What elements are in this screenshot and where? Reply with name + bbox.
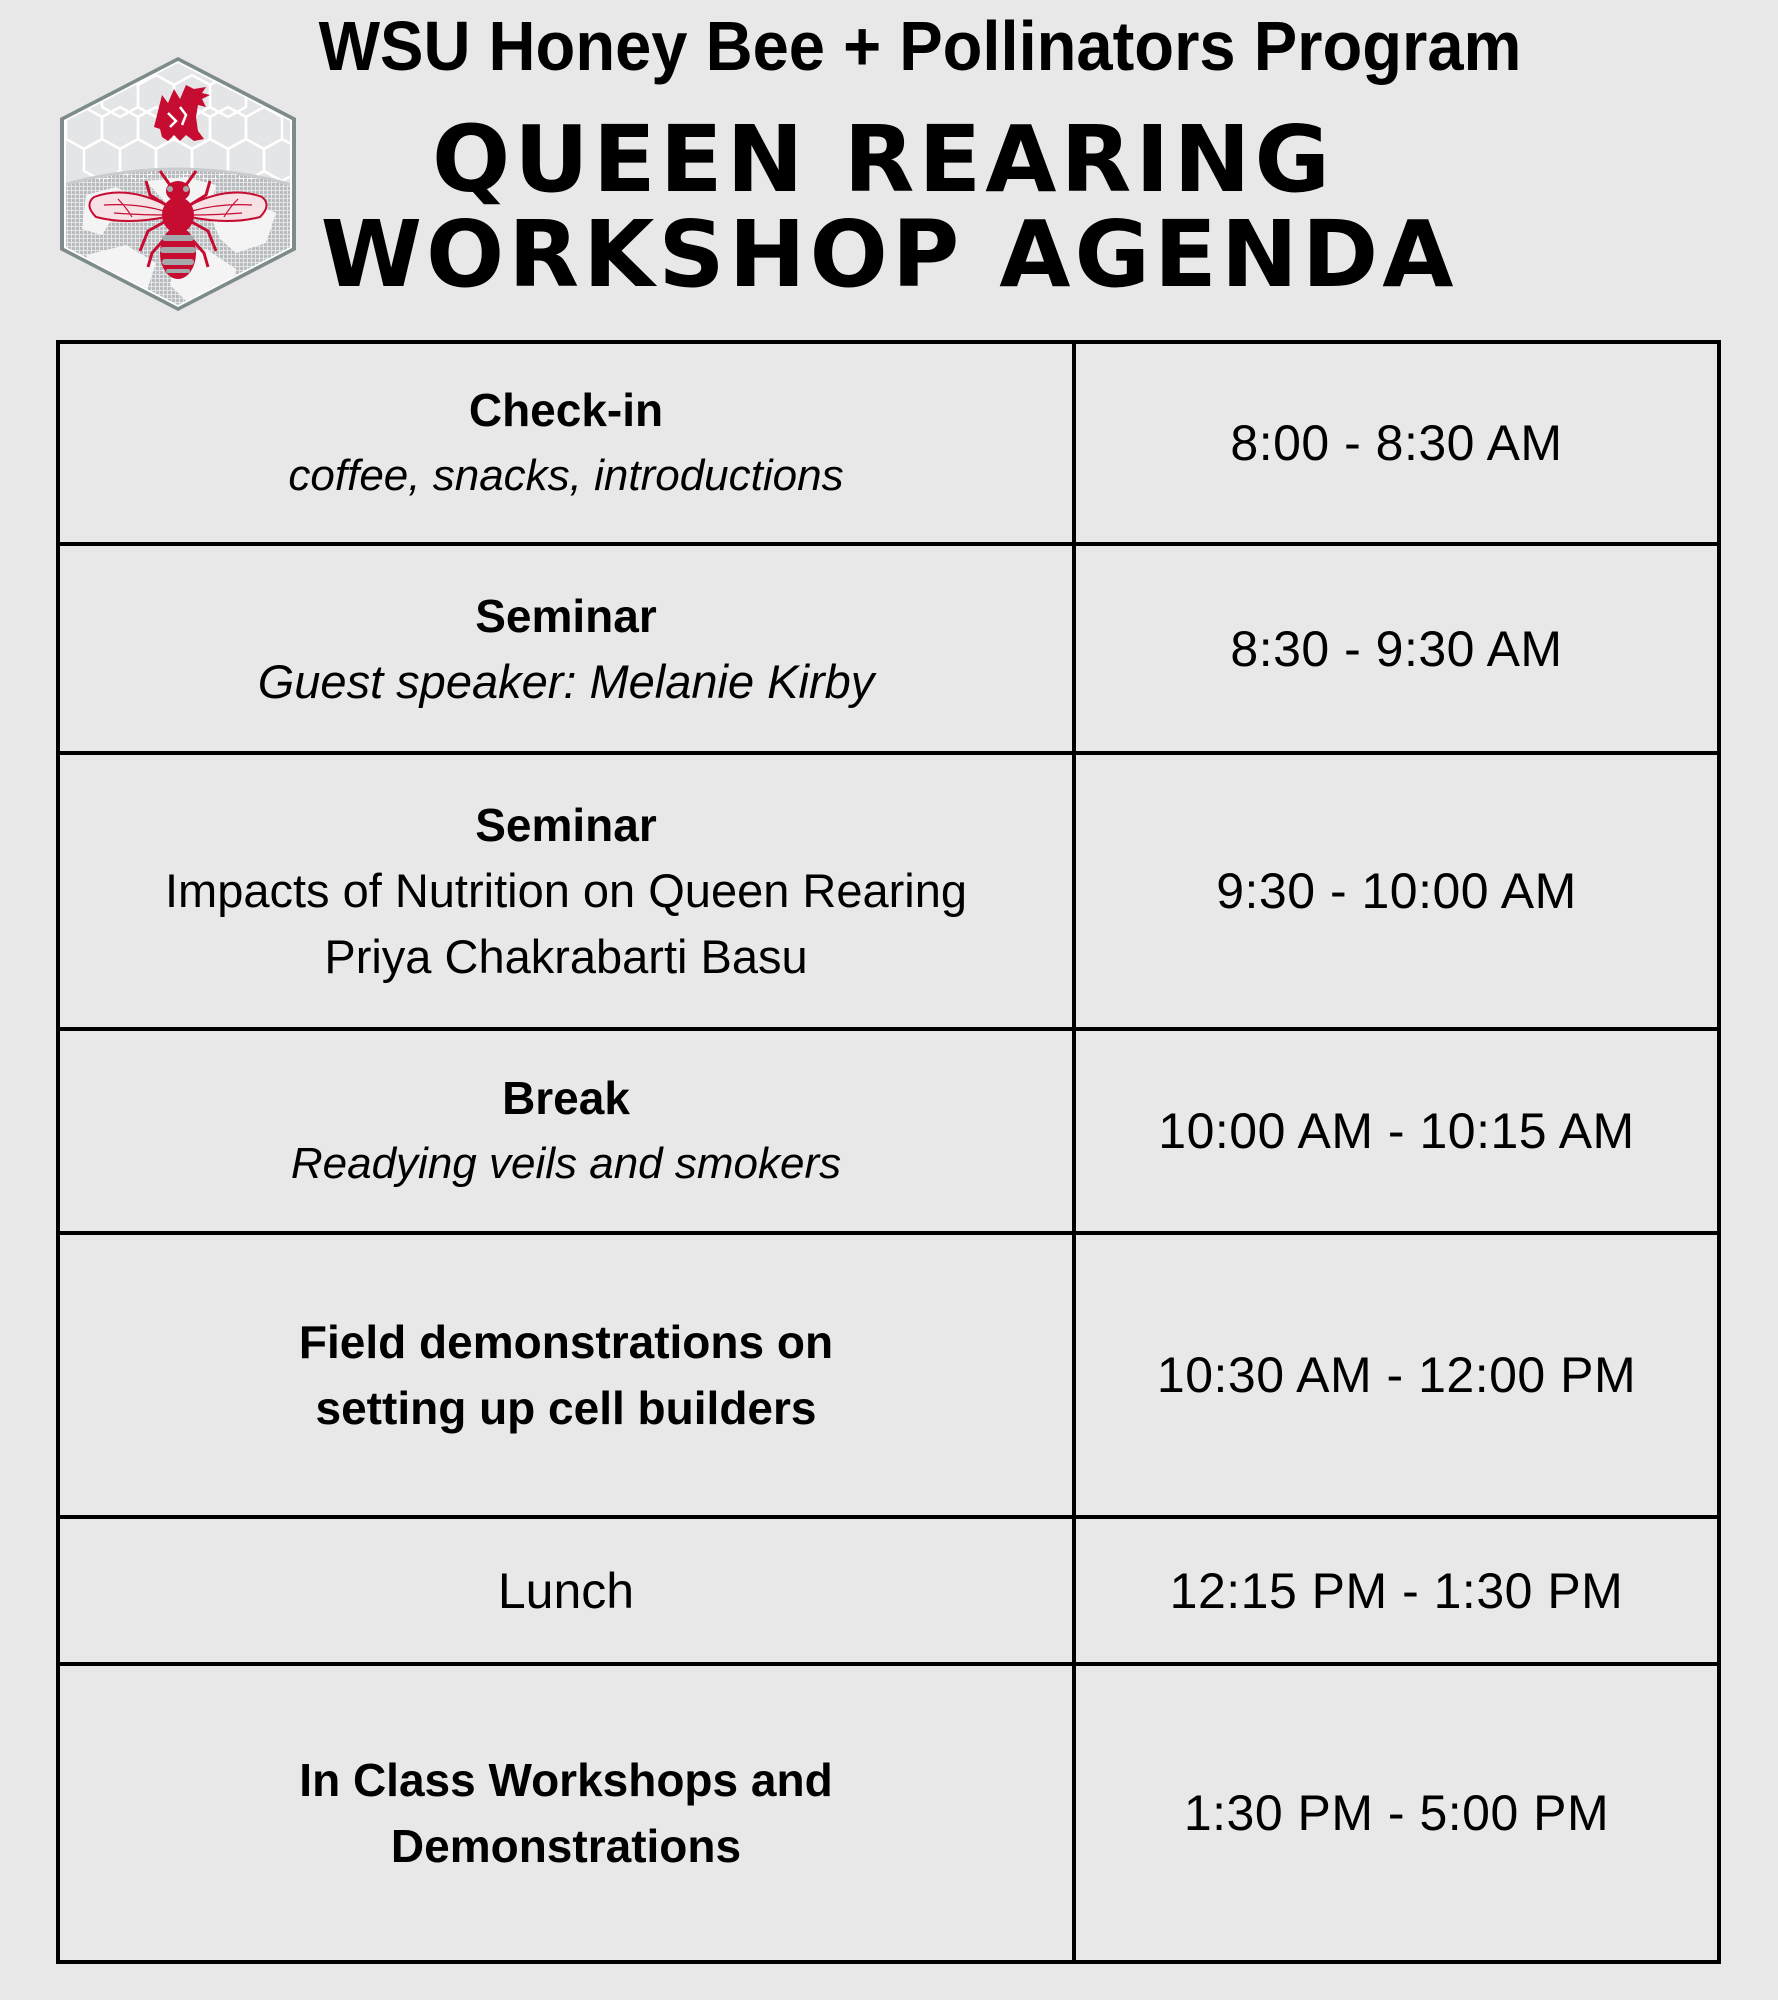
activity-title: Field demonstrations on	[298, 1316, 834, 1368]
agenda-title-line-1: QUEEN REARING	[431, 106, 1335, 213]
agenda-title-line-2: WORKSHOP AGENDA	[320, 201, 1458, 308]
agenda-row-lunch	[58, 1517, 1719, 1664]
activity-subtitle: Readying veils and smokers	[290, 1139, 842, 1188]
time-cell: 8:30 - 9:30 AM	[1074, 544, 1719, 753]
activity-title-line-2: setting up cell builders	[315, 1382, 817, 1434]
activity-cell	[58, 1233, 1074, 1517]
activity-speaker: Priya Chakrabarti Basu	[324, 930, 808, 983]
activity-cell	[58, 342, 1074, 544]
agenda-row-seminar-guest	[58, 544, 1719, 753]
agenda-row-in-class-workshops	[58, 1664, 1719, 1962]
agenda-row-break	[58, 1029, 1719, 1233]
activity-title: In Class Workshops and	[299, 1754, 833, 1806]
time-cell: 1:30 PM - 5:00 PM	[1074, 1664, 1719, 1962]
program-title: WSU Honey Bee + Pollinators Program	[318, 7, 1522, 85]
activity-subtitle: coffee, snacks, introductions	[288, 451, 844, 500]
agenda-table	[56, 340, 1721, 1964]
agenda-row-seminar-nutrition	[58, 753, 1719, 1029]
time-cell: 9:30 - 10:00 AM	[1074, 753, 1719, 1029]
activity-cell	[58, 1517, 1074, 1664]
activity-subtitle: Impacts of Nutrition on Queen Rearing	[164, 864, 968, 917]
agenda-row-check-in	[58, 342, 1719, 544]
activity-cell	[58, 753, 1074, 1029]
activity-cell	[58, 544, 1074, 753]
time-cell: 10:00 AM - 10:15 AM	[1074, 1029, 1719, 1233]
activity-cell	[58, 1664, 1074, 1962]
time-cell: 10:30 AM - 12:00 PM	[1074, 1233, 1719, 1517]
time-cell: 8:00 - 8:30 AM	[1074, 342, 1719, 544]
activity-cell	[58, 1029, 1074, 1233]
agenda-row-field-demonstrations	[58, 1233, 1719, 1517]
activity-title: Lunch	[497, 1562, 635, 1619]
activity-title: Break	[502, 1072, 630, 1124]
activity-subtitle: Guest speaker: Melanie Kirby	[257, 654, 875, 708]
activity-title: Seminar	[475, 799, 657, 851]
activity-title: Check-in	[468, 384, 664, 436]
time-cell: 12:15 PM - 1:30 PM	[1074, 1517, 1719, 1664]
activity-title-line-2: Demonstrations	[390, 1820, 742, 1872]
activity-title: Seminar	[475, 589, 657, 642]
